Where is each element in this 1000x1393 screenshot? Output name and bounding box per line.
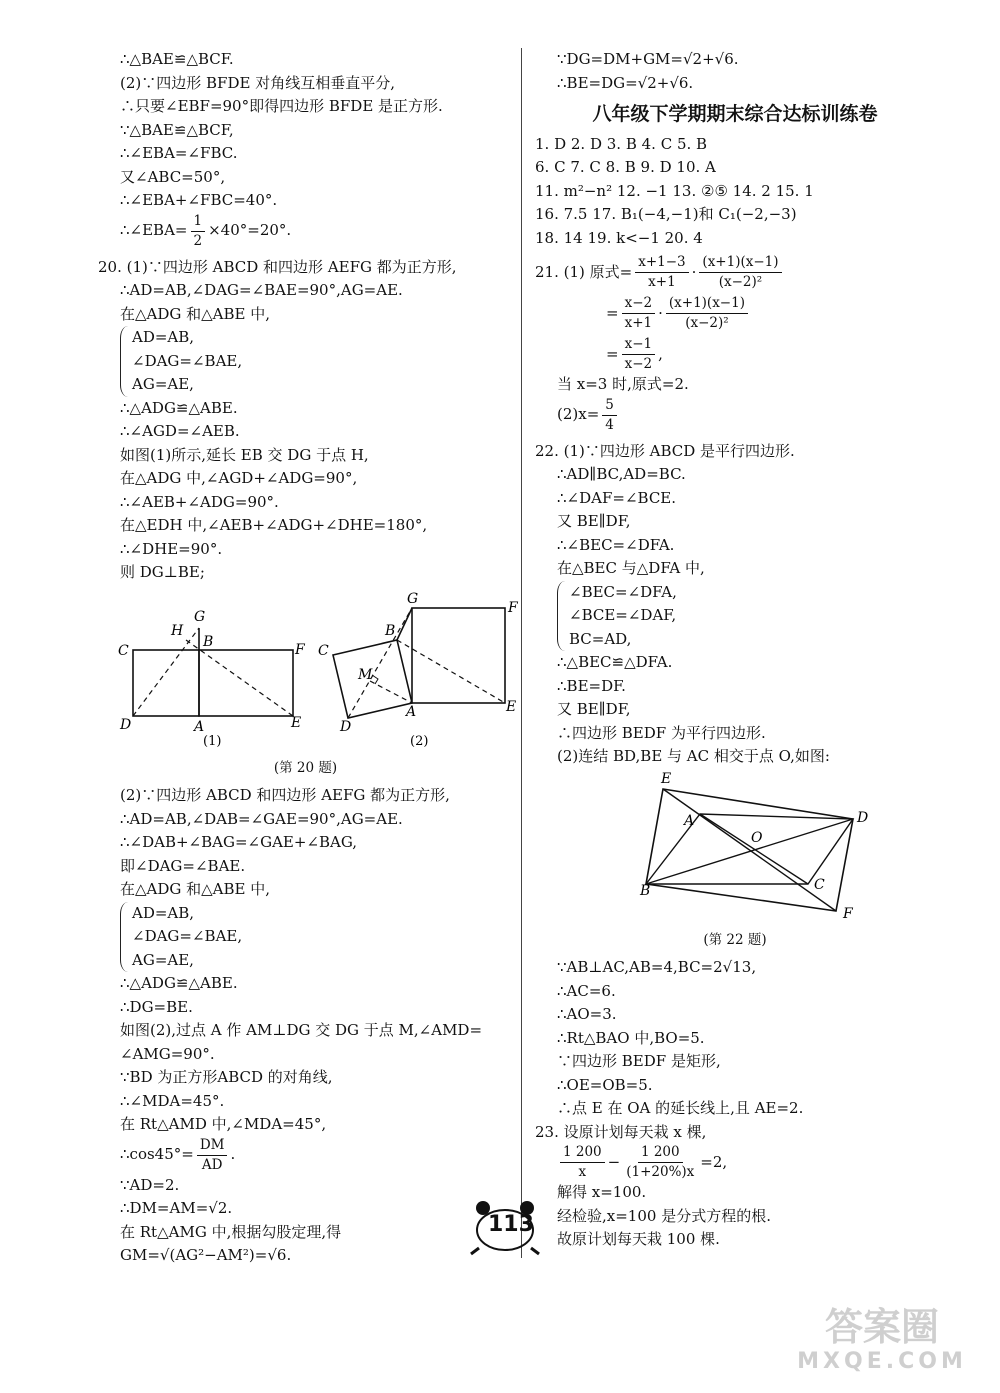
q23-heading: 23. 设原计划每天栽 x 棵, [535, 1122, 707, 1141]
denominator: 4 [605, 416, 614, 433]
figure-20-1 [118, 609, 306, 749]
fig2-label-e: E [506, 698, 517, 715]
denominator: x+1 [648, 274, 676, 290]
text-line: AD=AB, [132, 328, 195, 346]
text-line: 即∠DAG=∠BAE. [120, 856, 246, 875]
fig2-label-c: C [318, 642, 329, 659]
left-column [98, 48, 518, 1268]
q23-equation [535, 1144, 935, 1181]
text-line: ∵DG=DM+GM=√2+√6. [557, 50, 739, 68]
text-line: ∴∠EBA+∠FBC=40°. [120, 191, 278, 209]
text-line: ∵△BAE≌△BCF, [120, 120, 234, 139]
text-line: AD=AB, [132, 903, 195, 922]
text-line: 在△ADG 和△ABE 中, [120, 880, 271, 898]
text-line: 在△ADG 中,∠AGD+∠ADG=90°, [120, 469, 358, 487]
figure-20-svg [98, 585, 518, 753]
fig2-label-f: F [508, 599, 518, 616]
fraction [622, 336, 656, 373]
fraction [699, 254, 781, 291]
text-line: ∴BE=DG=√2+√6. [557, 73, 694, 92]
text-line: ∴DM=AM=√2. [120, 1199, 233, 1217]
text: =2, [700, 1152, 728, 1171]
column-divider [521, 48, 522, 1258]
text-line: 又 BE∥DF, [557, 700, 631, 718]
q20-heading: 20. (1)∵四边形 ABCD 和四边形 AEFG 都为正方形, [98, 257, 457, 276]
fig1-label-d: D [120, 716, 132, 733]
watermark-logo [782, 1296, 982, 1384]
denominator: x+1 [624, 315, 653, 331]
text: − [607, 1152, 621, 1171]
answer-list [535, 133, 935, 251]
text-line: AG=AE, [132, 375, 194, 393]
fig1-label-a: A [194, 718, 205, 735]
text-line: ∴BE=DF. [557, 676, 626, 695]
figure-22 [535, 769, 935, 927]
figure-20-caption: (第 20 题) [273, 759, 338, 776]
text-line: ∵AB⊥AC,AB=4,BC=2√13, [557, 958, 757, 976]
text-line: ∠DAG=∠BAE, [132, 351, 243, 370]
numerator: (x+1)(x−1) [666, 295, 748, 314]
text-line: ∴AD∥BC,AD=BC. [557, 465, 686, 483]
text-line: (2)∵四边形 ABCD 和四边形 AEFG 都为正方形, [120, 786, 450, 804]
text-line: 又∠ABC=50°, [120, 167, 226, 186]
text-line: ∴△ADG≌△ABE. [120, 398, 238, 417]
text-line: ∴△ADG≌△ABE. [120, 974, 238, 992]
solution-block-19 [98, 48, 513, 213]
fig22-label-a: A [684, 812, 695, 829]
brace-group-3 [535, 581, 935, 652]
fig2-label-b: B [385, 622, 396, 639]
fig22-label-o: O [751, 829, 763, 846]
numerator: 1 [191, 213, 206, 232]
numerator: x+1−3 [635, 254, 688, 273]
fraction [623, 1144, 697, 1181]
denominator: (x−2)² [718, 274, 763, 290]
q22-part-c [535, 956, 935, 1121]
q21-line-5 [535, 397, 935, 434]
text-line: 18. 14 19. k<−1 20. 4 [535, 228, 703, 247]
watermark-url: MXQE.COM [797, 1348, 967, 1374]
fraction [560, 1144, 605, 1181]
brace-group-2 [98, 902, 513, 973]
text-line: (2)连结 BD,BE 与 AC 相交于点 O,如图: [557, 747, 830, 765]
text-line: 解得 x=100. [557, 1183, 647, 1201]
q22-part-b [535, 651, 935, 769]
text: 21. (1) 原式= [535, 262, 633, 281]
fig22-label-c: C [814, 876, 825, 893]
q22-part-a [535, 440, 935, 581]
text-line: 11. m²−n² 12. −1 13. ②⑤ 14. 2 15. 1 [535, 181, 814, 200]
text-line: 在 Rt△AMG 中,根据勾股定理,得 [120, 1222, 342, 1241]
numerator: x−1 [622, 336, 656, 355]
right-column [535, 48, 935, 1252]
brace-items [569, 581, 677, 652]
text-line: ∴∠EBA=∠FBC. [120, 144, 238, 162]
fraction [666, 295, 748, 332]
text: (2)x= [557, 405, 600, 424]
text: = [606, 344, 619, 363]
text-line: ∠DAG=∠BAE, [132, 927, 243, 945]
text-line: AG=AE, [132, 950, 194, 969]
text: ∴cos45°= [120, 1145, 194, 1164]
text-line: ∠BEC=∠DFA, [569, 582, 677, 601]
fig1-label-f: F [295, 641, 305, 658]
text-line: ∠AMG=90°. [120, 1044, 215, 1063]
fig22-label-e: E [661, 770, 672, 787]
numerator: x−2 [622, 295, 656, 314]
text-line: 6. C 7. C 8. B 9. D 10. A [535, 158, 716, 176]
denominator: 2 [193, 232, 203, 249]
brace-items [132, 902, 242, 973]
text-line: 故原计划每天栽 100 棵. [557, 1230, 720, 1248]
q20-continuation [535, 48, 935, 95]
text-line: ∠BCE=∠DAF, [569, 606, 677, 624]
text-line: ∴∠DAB+∠BAG=∠GAE+∠BAG, [120, 833, 358, 851]
text-line: ∴△BAE≌△BCF. [120, 50, 234, 68]
fig2-label-g: G [407, 590, 419, 607]
numerator: 1 200 [638, 1144, 683, 1163]
q21-line-1 [535, 254, 935, 291]
text-line: ∴AD=AB,∠DAB=∠GAE=90°,AG=AE. [120, 809, 403, 828]
figure-22-shapes [639, 771, 868, 922]
text: ∴∠EBA= [120, 221, 188, 240]
text-line: ∴DG=BE. [120, 997, 193, 1016]
text: . [230, 1145, 236, 1164]
q23-tail [535, 1181, 935, 1252]
brace-items [132, 326, 242, 397]
denominator: x−2 [624, 356, 653, 372]
figure-22-svg [535, 769, 935, 927]
text: = [606, 303, 619, 322]
text-line: ∴四边形 BEDF 为平行四边形. [557, 723, 766, 742]
figure-20 [98, 585, 518, 755]
text-line: ∴OE=OB=5. [557, 1075, 653, 1094]
fig2-sub: (2) [410, 733, 429, 749]
text-line: GM=√(AG²−AM²)=√6. [120, 1246, 292, 1264]
section-title: 八年级下学期期末综合达标训练卷 [592, 103, 878, 125]
fig22-label-d: D [857, 809, 869, 826]
text-line: ∴∠MDA=45°. [120, 1091, 225, 1110]
text-line: 1. D 2. D 3. B 4. C 5. B [535, 134, 708, 153]
text-line: ∴AO=3. [557, 1005, 617, 1023]
text-line: 16. 7.5 17. B₁(−4,−1)和 C₁(−2,−3) [535, 205, 797, 223]
fig2-label-d: D [340, 718, 352, 735]
text-line: 又 BE∥DF, [557, 512, 631, 530]
fig1-label-h: H [171, 622, 184, 639]
text: , [658, 344, 663, 363]
text-line: 在△BEC 与△DFA 中, [557, 559, 705, 577]
brace [557, 581, 566, 652]
denominator: AD [201, 1156, 223, 1173]
fig1-label-e: E [291, 714, 302, 731]
fig2-label-m: M [358, 666, 373, 683]
denominator: x [578, 1164, 587, 1180]
brace-group-1 [98, 326, 513, 397]
numerator: DM [197, 1137, 228, 1156]
fraction-line-cos45 [98, 1137, 513, 1174]
text-line: ∴∠AGD=∠AEB. [120, 422, 240, 440]
watermark-text: 答案圈 [824, 1304, 940, 1349]
text-line: ∴只要∠EBF=90°即得四边形 BFDE 是正方形. [120, 97, 443, 115]
text-line: 在△ADG 和△ABE 中, [120, 304, 271, 323]
q20-part-d [98, 972, 513, 1137]
text-line: BC=AD, [569, 629, 632, 648]
text-line: 则 DG⊥BE; [120, 563, 205, 581]
fraction [602, 397, 617, 434]
watermark-svg [782, 1296, 982, 1376]
text-line: (2)∵四边形 BFDE 对角线互相垂直平分, [120, 73, 395, 92]
page-number: 113 [488, 1212, 534, 1237]
numerator: 5 [602, 397, 617, 416]
fraction [197, 1137, 228, 1174]
text-line: 在 Rt△AMD 中,∠MDA=45°, [120, 1115, 327, 1133]
fig22-label-f: F [843, 905, 853, 922]
q21-line-2 [535, 295, 935, 332]
q20-part-c [98, 784, 513, 902]
text-line: ∴∠BEC=∠DFA. [557, 535, 675, 554]
denominator: (1+20%)x [626, 1164, 695, 1180]
text-line: 如图(1)所示,延长 EB 交 DG 于点 H, [120, 445, 369, 464]
text: · [691, 262, 697, 281]
fig1-label-b: B [203, 633, 214, 650]
text-line: ∴∠DHE=90°. [120, 539, 223, 558]
fraction-line-ebaf [98, 213, 513, 250]
q20-part-b [98, 397, 513, 585]
figure-22-caption: (第 22 题) [703, 931, 767, 948]
fig22-label-b: B [640, 882, 651, 899]
fraction [191, 213, 206, 250]
text-line: 经检验,x=100 是分式方程的根. [557, 1206, 771, 1225]
figure-20-2 [318, 591, 519, 749]
text-line: ∴Rt△BAO 中,BO=5. [557, 1028, 705, 1047]
q21-line-4: 当 x=3 时,原式=2. [557, 375, 689, 393]
numerator: 1 200 [560, 1144, 605, 1163]
text-line: ∵BD 为正方形ABCD 的对角线, [120, 1068, 333, 1086]
text-line: ∴AD=AB,∠DAG=∠BAE=90°,AG=AE. [120, 281, 403, 299]
fig1-label-g: G [194, 608, 206, 625]
text-line: ∴∠AEB+∠ADG=90°. [120, 492, 279, 511]
denominator: (x−2)² [685, 315, 729, 331]
numerator: (x+1)(x−1) [699, 254, 781, 273]
q21-line-3 [535, 336, 935, 373]
text-line: ∴AC=6. [557, 981, 616, 1000]
text-line: 如图(2),过点 A 作 AM⊥DG 交 DG 于点 M,∠AMD= [120, 1021, 483, 1039]
text-line: 在△EDH 中,∠AEB+∠ADG+∠DHE=180°, [120, 516, 428, 534]
text-line: 22. (1)∵四边形 ABCD 是平行四边形. [535, 441, 795, 460]
q20-part-e [98, 1174, 513, 1268]
brace [120, 902, 129, 973]
text-line: ∴∠DAF=∠BCE. [557, 488, 677, 507]
text-line: ∴点 E 在 OA 的延长线上,且 AE=2. [557, 1099, 804, 1117]
fraction [622, 295, 656, 332]
fig1-sub: (1) [203, 733, 222, 749]
fig2-label-a: A [406, 703, 417, 720]
text-line: ∵AD=2. [120, 1175, 180, 1194]
text-line: ∴△BEC≌△DFA. [557, 653, 673, 671]
fig1-label-c: C [118, 642, 129, 659]
brace [120, 326, 129, 397]
fraction [635, 254, 688, 291]
text-line: ∵四边形 BEDF 是矩形, [557, 1052, 721, 1070]
text: ×40°=20°. [208, 221, 292, 240]
text: · [658, 303, 663, 322]
q20-part-a [98, 279, 513, 326]
